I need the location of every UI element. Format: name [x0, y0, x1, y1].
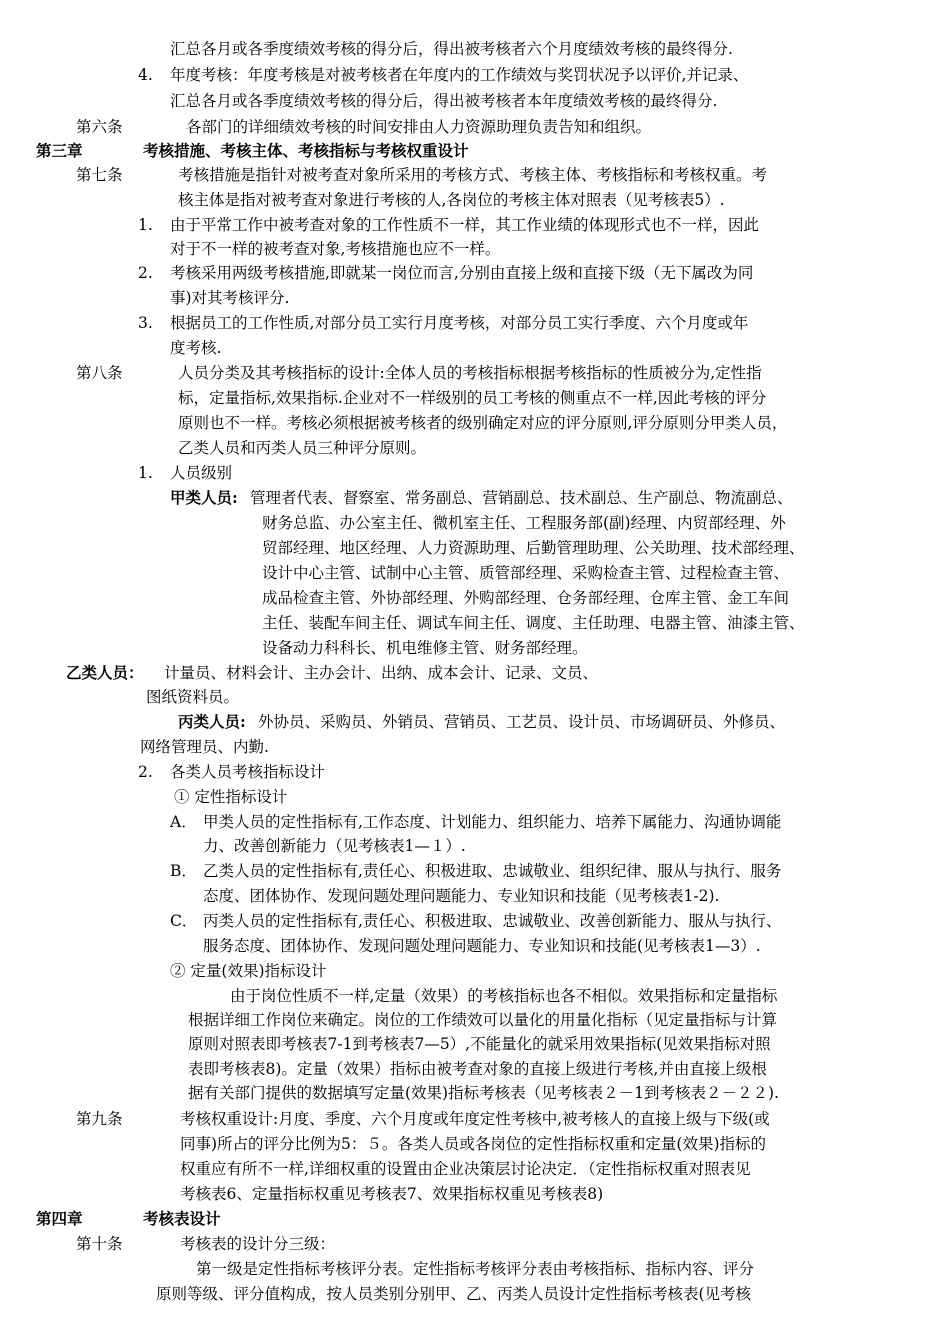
article-label: 第十条 [76, 1235, 123, 1253]
text-line: 财务总监、办公室主任、微机室主任、工程服务部(副)经理、内贸部经理、外 [262, 514, 786, 532]
list-number: 1. [138, 216, 153, 234]
list-letter: A． [170, 813, 197, 831]
text-line: 图纸资料员。 [146, 688, 240, 706]
text-line: 设计中心主管、试制中心主管、质管部经理、采购检查主管、过程检查主管、 [262, 564, 790, 582]
text-line: 各类人员考核指标设计 [170, 763, 326, 781]
text-line: 人员级别 [170, 464, 233, 482]
text-line: 由于平常工作中被考查对象的工作性质不一样，其工作业绩的体现形式也不一样，因此 [170, 216, 760, 234]
text-line: 贸部经理、地区经理、人力资源助理、后勤管理助理、公关助理、技术部经理、 [262, 539, 805, 557]
subheading: ② 定量(效果)指标设计 [170, 962, 327, 980]
text-line: 乙类人员的定性指标有,责任心、积极进取、忠诚敬业、组织纪律、服从与执行、服务 [203, 862, 782, 880]
text-line: 据有关部门提供的数据填写定量(效果)指标考核表（见考核表２－1到考核表２－２２). [188, 1084, 779, 1102]
text-line: 主任、装配车间主任、调试车间主任、调度、主任助理、电器主管、油漆主管、 [262, 614, 805, 632]
list-letter: C． [170, 912, 198, 930]
text-line: 汇总各月或各季度绩效考核的得分后，得出被考核者本年度绩效考核的最终得分. [170, 92, 718, 110]
text-line: 服务态度、团体协作、发现问题处理问题能力、专业知识和技能(见考核表1—3）. [203, 937, 761, 955]
text-line: 考核表6、定量指标权重见考核表7、效果指标权重见考核表8) [180, 1185, 604, 1203]
chapter-title: 考核表设计 [143, 1209, 221, 1228]
text-line: 网络管理员、内勤. [140, 738, 269, 756]
text-line: 同事)所占的评分比例为5：５。各类人员或各岗位的定性指标权重和定量(效果)指标的 [180, 1135, 767, 1153]
list-number: 3. [138, 314, 153, 332]
list-number: 2. [138, 264, 153, 282]
text-line: 事)对其考核评分. [170, 289, 290, 307]
text-line: 原则也不一样。考核必须根据被考核者的级别确定对应的评分原则,评分原则分甲类人员， [178, 414, 788, 432]
text-line: 汇总各月或各季度绩效考核的得分后，得出被考核者六个月度绩效考核的最终得分. [170, 40, 733, 58]
text-line: 力、改善创新能力（见考核表1—１）. [203, 837, 466, 855]
text-line: 人员分类及其考核指标的设计:全体人员的考核指标根据考核指标的性质被分为,定性指 [178, 364, 762, 382]
category-label-jia: 甲类人员: [170, 488, 238, 507]
text-line: 考核措施是指针对被考查对象所采用的考核方式、考核主体、考核指标和考核权重。考 [178, 166, 768, 184]
chapter-label: 第四章 [36, 1209, 83, 1228]
category-label-yi: 乙类人员： [66, 663, 144, 682]
text-line: 年度考核：年度考核是对被考核者在年度内的工作绩效与奖罚状况予以评价,并记录、 [170, 66, 749, 84]
text-line: 计量员、材料会计、主办会计、出纳、成本会计、记录、文员、 [164, 664, 599, 682]
chapter-label: 第三章 [36, 141, 83, 160]
text-line: 根据详细工作岗位来确定。岗位的工作绩效可以量化的用量化指标（见定量指标与计算 [188, 1011, 778, 1029]
article-label: 第八条 [76, 364, 123, 382]
text-line: 考核表的设计分三级： [180, 1235, 336, 1253]
text-line: 权重应有所不一样,详细权重的设置由企业决策层讨论决定．（定性指标权重对照表见 [180, 1160, 751, 1178]
text-line: 考核权重设计:月度、季度、六个月度或年度定性考核中,被考核人的直接上级与下级(或 [180, 1110, 770, 1128]
article-label: 第六条 [76, 118, 123, 136]
text-line: 乙类人员和丙类人员三种评分原则。 [178, 439, 427, 457]
text-line: 态度、团体协作、发现问题处理问题能力、专业知识和技能（见考核表1-2). [203, 887, 720, 905]
text-line: 根据员工的工作性质,对部分员工实行月度考核，对部分员工实行季度、六个月度或年 [170, 314, 749, 332]
text-line: 度考核. [170, 339, 222, 357]
text-line: 原则等级、评分值构成，按人员类别分别甲、乙、丙类人员设计定性指标考核表(见考核 [156, 1285, 752, 1303]
text-line: 由于岗位性质不一样,定量（效果）的考核指标也各不相似。效果指标和定量指标 [230, 987, 778, 1005]
chapter-title: 考核措施、考核主体、考核指标与考核权重设计 [143, 141, 469, 160]
article-label: 第九条 [76, 1110, 123, 1128]
text-line: 设备动力科科长、机电维修主管、财务部经理。 [262, 639, 588, 657]
text-line: 第一级是定性指标考核评分表。定性指标考核评分表由考核指标、指标内容、评分 [196, 1260, 755, 1278]
text-line: 各部门的详细绩效考核的时间安排由人力资源助理负责告知和组织。 [186, 118, 652, 136]
list-number: 2. [138, 763, 153, 781]
article-label: 第七条 [76, 166, 123, 184]
category-label-bing: 丙类人员: [178, 712, 246, 731]
list-letter: B． [170, 862, 197, 880]
text-line: 管理者代表、督察室、常务副总、营销副总、技术副总、生产副总、物流副总、 [250, 489, 793, 507]
text-line: 考核采用两级考核措施,即就某一岗位而言,分别由直接上级和直接下级（无下属改为同 [170, 264, 754, 282]
text-line: 核主体是指对被考查对象进行考核的人,各岗位的考核主体对照表（见考核表5）. [178, 191, 725, 209]
subheading: ① 定性指标设计 [174, 788, 288, 806]
text-line: 丙类人员的定性指标有,责任心、积极进取、忠诚敬业、改善创新能力、服从与执行、 [203, 912, 782, 930]
text-line: 表即考核表8)。定量（效果）指标由被考查对象的直接上级进行考核,并由直接上级根 [188, 1060, 767, 1078]
text-line: 对于不一样的被考查对象,考核措施也应不一样。 [170, 240, 501, 258]
text-line: 标，定量指标,效果指标.企业对不一样级别的员工考核的侧重点不一样,因此考核的评分 [178, 389, 767, 407]
list-number: 1. [138, 464, 153, 482]
text-line: 外协员、采购员、外销员、营销员、工艺员、设计员、市场调研员、外修员、 [258, 713, 786, 731]
list-number: 4. [138, 66, 153, 84]
text-line: 甲类人员的定性指标有,工作态度、计划能力、组织能力、培养下属能力、沟通协调能 [203, 813, 782, 831]
text-line: 原则对照表即考核表7-1到考核表7—5）,不能量化的就采用效果指标(见效果指标对照 [188, 1035, 771, 1053]
text-line: 成品检查主管、外协部经理、外购部经理、仓务部经理、仓库主管、金工车间 [262, 589, 790, 607]
